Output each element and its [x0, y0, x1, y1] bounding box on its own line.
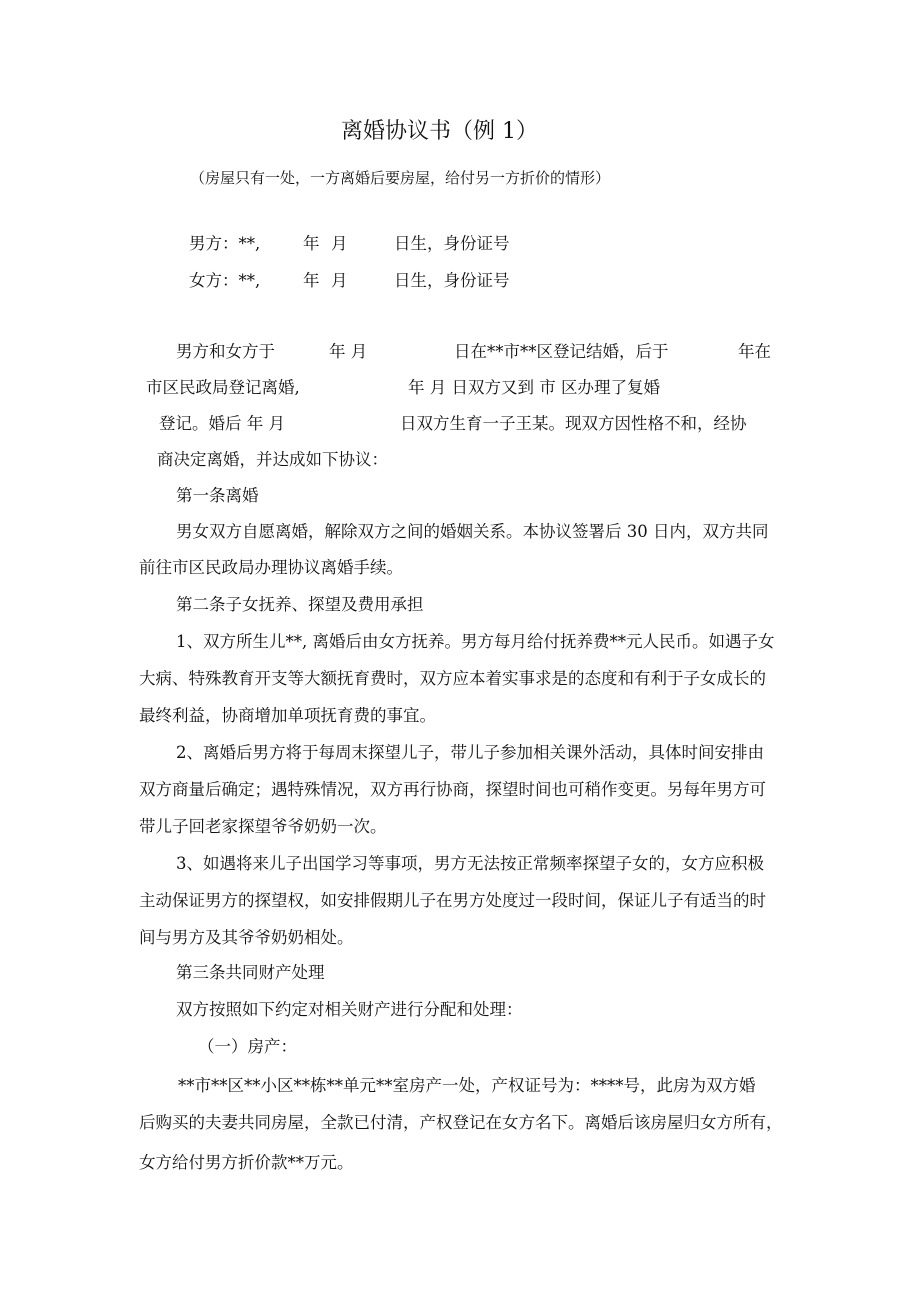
article-1-heading: 第一条离婚: [176, 486, 259, 505]
party-female-name: 女方：**,: [189, 271, 261, 290]
preamble-text: 年 月: [329, 342, 368, 361]
preamble-line: 商决定离婚，并达成如下协议：: [157, 450, 388, 469]
preamble-text: 年在: [738, 342, 771, 361]
article-3-property-text: **市**区**小区**栋**单元**室房产一处，产权证号为：****号，此房为双方婚: [178, 1076, 756, 1095]
article-2-item-1: 大病、特殊教育开支等大额抚育费时，双方应本着实事求是的态度和有利于子女成长的: [139, 669, 766, 688]
article-2-item-3: 主动保证男方的探望权，如安排假期儿子在男方处度过一段时间，保证儿子有适当的时: [139, 891, 766, 910]
article-2-item-2: 2、离婚后男方将于每周末探望儿子，带儿子参加相关课外活动，具体时间安排由: [176, 743, 764, 762]
preamble-text: 日双方生育一子王某。现双方因性格不和，经协: [400, 414, 747, 433]
party-male-name: 男方：**,: [189, 234, 261, 253]
article-3-property-text: 后购买的夫妻共同房屋，全款已付清，产权登记在女方名下。离婚后该房屋归女方所有，: [139, 1113, 783, 1132]
article-2-item-2: 双方商量后确定；遇特殊情况，双方再行协商，探望时间也可稍作变更。另每年男方可: [139, 780, 766, 799]
article-3-heading: 第三条共同财产处理: [176, 963, 325, 982]
preamble-text: 登记。婚后 年 月: [159, 414, 285, 433]
party-male-suffix: 日生，身份证号: [394, 234, 510, 253]
document-subtitle: （房屋只有一处，一方离婚后要房屋，给付另一方折价的情形）: [190, 169, 611, 187]
article-2-item-1: 1、双方所生儿**, 离婚后由女方抚养。男方每月给付抚养费**元人民币。如遇子女: [176, 632, 775, 651]
party-female-month: 月: [331, 271, 348, 290]
preamble-text: 男方和女方于: [176, 342, 275, 361]
article-1-text: 男女双方自愿离婚，解除双方之间的婚姻关系。本协议签署后 30 日内，双方共同: [176, 522, 769, 541]
article-1-text: 前往市区民政局办理协议离婚手续。: [139, 558, 403, 577]
article-2-item-1: 最终利益，协商增加单项抚育费的事宜。: [139, 706, 436, 725]
preamble-text: 年 月 日双方又到 市 区办理了复婚: [408, 378, 660, 397]
party-female-year: 年: [303, 271, 320, 290]
preamble-text: 市区民政局登记离婚,: [146, 378, 300, 397]
article-3-intro: 双方按照如下约定对相关财产进行分配和处理：: [176, 1000, 523, 1019]
article-3-subheading: （一）房产：: [198, 1037, 297, 1056]
article-2-heading: 第二条子女抚养、探望及费用承担: [176, 595, 424, 614]
article-3-property-text: 女方给付男方折价款**万元。: [139, 1153, 354, 1172]
party-male-year: 年: [303, 234, 320, 253]
article-2-item-3: 间与男方及其爷爷奶奶相处。: [139, 928, 354, 947]
party-male-month: 月: [331, 234, 348, 253]
article-2-item-3: 3、如遇将来儿子出国学习等事项，男方无法按正常频率探望子女的，女方应积极: [176, 854, 764, 873]
party-female-suffix: 日生，身份证号: [394, 271, 510, 290]
document-title: 离婚协议书（例 1）: [341, 119, 538, 144]
preamble-text: 日在**市**区登记结婚，后于: [454, 342, 669, 361]
article-2-item-2: 带儿子回老家探望爷爷奶奶一次。: [139, 817, 387, 836]
